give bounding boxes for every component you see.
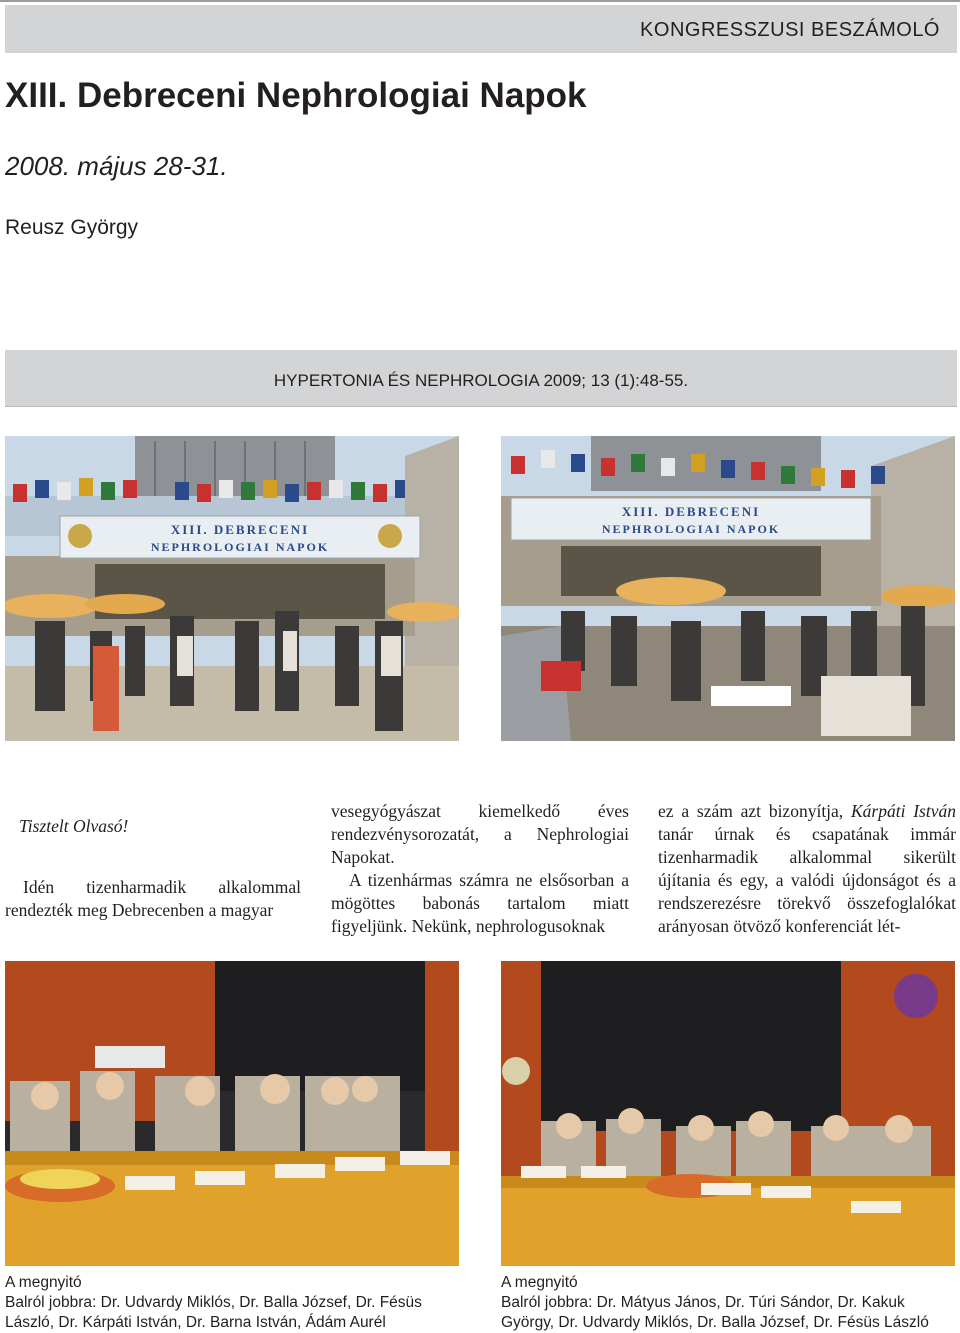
banner-text-line1: XIII. DEBRECENI: [170, 522, 310, 537]
article-title: XIII. Debreceni Nephrologiai Napok: [5, 76, 587, 115]
photo-opening-right: [501, 961, 955, 1266]
caption-right-title: A megnyitó: [501, 1274, 578, 1291]
banner-text-line2: NEPHROLOGIAI NAPOK: [601, 522, 781, 536]
greeting: Tisztelt Olvasó!: [19, 816, 129, 836]
banner-text-line1: XIII. DEBRECENI: [621, 504, 761, 519]
text-column-3: [658, 800, 956, 938]
column-3-text-b: tanár úrnak és csapatának immár tizenharmadik alkalommal sikerült újítania és egy, a valódi újdonságot és a rendszerezésre törekvő összefoglalókat arányosan ötvöző konferenciát lét-: [658, 824, 956, 936]
journal-band: [5, 350, 957, 407]
photo-terrace-right: [501, 436, 955, 741]
caption-left: [5, 1273, 422, 1333]
header-band: [5, 5, 957, 53]
text-column-2: [331, 800, 629, 938]
banner-text-line2: NEPHROLOGIAI NAPOK: [150, 540, 330, 554]
column-3-text-a: ez a szám azt bizonyítja,: [658, 801, 851, 821]
column-1-paragraph: Idén tizenharmadik alkalommal rendezték meg Debrecenben a magyar: [5, 877, 301, 920]
caption-left-line-1: Balról jobbra: Dr. Udvardy Miklós, Dr. Balla József, Dr. Fésüs: [5, 1294, 422, 1311]
column-2-paragraph-1: vesegyógyászat kiemelkedő éves rendezvénysorozatát, a Nephrologiai Napokat.: [331, 801, 629, 867]
text-column-1: [5, 800, 301, 922]
article-author: Reusz György: [5, 216, 139, 239]
photo-opening-left: [5, 961, 459, 1266]
caption-left-title: A megnyitó: [5, 1274, 82, 1291]
column-3-person-name: Kárpáti István: [850, 801, 957, 821]
caption-right-line-1: Balról jobbra: Dr. Mátyus János, Dr. Túri Sándor, Dr. Kakuk: [501, 1294, 905, 1311]
column-2-paragraph-2: A tizenhármas számra ne elsősorban a mögöttes babonás tartalom miatt figyeljünk. Nekünk, nephrologusoknak: [331, 870, 629, 936]
article-date: 2008. május 28-31.: [5, 151, 228, 181]
section-label: KONGRESSZUSI BESZÁMOLÓ: [640, 19, 940, 41]
caption-right-line-2: György, Dr. Udvardy Miklós, Dr. Balla József, Dr. Fésüs László: [501, 1314, 929, 1331]
caption-left-line-2: László, Dr. Kárpáti István, Dr. Barna István, Ádám Aurél: [5, 1314, 386, 1331]
top-rule: [0, 0, 960, 2]
column-3-paragraph: [658, 800, 956, 938]
caption-right: [501, 1273, 929, 1333]
journal-reference: HYPERTONIA ÉS NEPHROLOGIA 2009; 13 (1):48-55.: [273, 371, 689, 390]
photo-entrance-left: [5, 436, 459, 741]
